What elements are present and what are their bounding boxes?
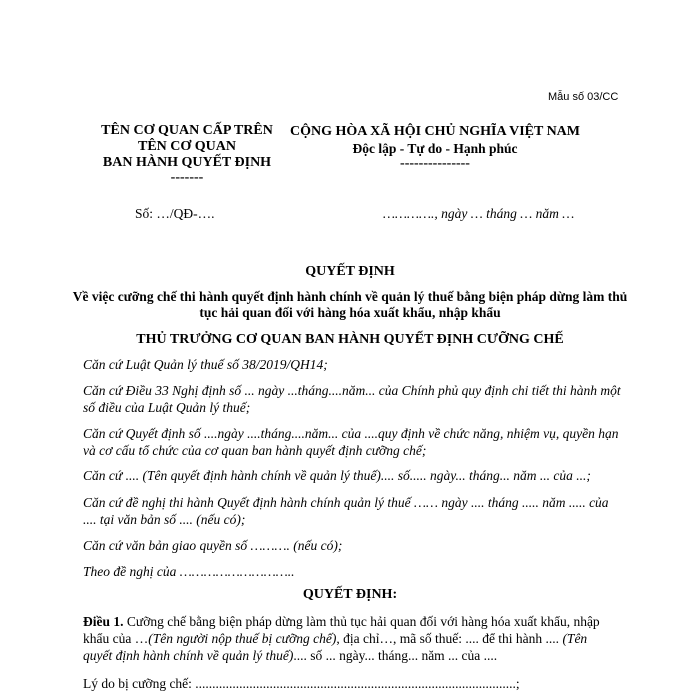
legal-basis-item: Căn cứ văn bản giao quyền số ………. (nếu có); bbox=[83, 538, 343, 553]
form-code: Mẫu số 03/CC bbox=[548, 91, 619, 103]
national-motto: Độc lập - Tự do - Hạnh phúc bbox=[352, 141, 518, 156]
legal-basis-item: Căn cứ Điều 33 Nghị định số ... ngày ...tháng....năm... của Chính phủ quy định chi tiết thi hành một số điều của Luật Quản lý thuế; bbox=[83, 383, 621, 415]
header-left-divider: ------- bbox=[170, 170, 204, 185]
legal-basis-item: Theo đề nghị của ……………………….. bbox=[83, 564, 295, 579]
decision-heading: QUYẾT ĐỊNH: bbox=[302, 587, 398, 602]
article-1-text: Cưỡng chế bằng biện pháp dừng làm thủ tục hải quan đối với hàng hóa xuất khẩu, nhập khẩu của … bbox=[83, 614, 600, 646]
agency-name: TÊN CƠ QUAN bbox=[137, 139, 236, 154]
legal-basis-item: Căn cứ đề nghị thi hành Quyết định hành chính quản lý thuế …… ngày .... tháng ..... năm ..... của .... tại văn bản số .... (nếu có); bbox=[83, 495, 609, 527]
national-header bbox=[270, 123, 600, 171]
legal-basis-item: Căn cứ Quyết định số ....ngày ....tháng....năm... của ....quy định về chức năng, nhiệm vụ, quyền hạn và cơ cấu tổ chức của cơ quan ban hành quyết định cưỡng chế; bbox=[83, 426, 619, 458]
article-1-text: , địa chỉ…, mã số thuế: .... để thi hành .... bbox=[336, 631, 563, 646]
article-1-decision-placeholder: (Tên quyết định hành chính về quản lý thuế) bbox=[83, 631, 588, 663]
national-title: CỘNG HÒA XÃ HỘI CHỦ NGHĨA VIỆT NAM bbox=[289, 124, 580, 139]
legal-basis-item: Căn cứ .... (Tên quyết định hành chính về quản lý thuế).... số..... ngày... tháng... năm ... của ...; bbox=[83, 468, 591, 483]
document-date: …………., ngày … tháng … năm … bbox=[383, 206, 575, 221]
article-1 bbox=[83, 613, 618, 664]
superior-agency-name: TÊN CƠ QUAN CẤP TRÊN bbox=[101, 123, 273, 138]
document-subject: Về việc cưỡng chế thi hành quyết định hành chính về quản lý thuế bằng biện pháp dừng làm thủ tục hải quan đối với hàng hóa xuất khẩu, nhập khẩu bbox=[72, 289, 628, 320]
document-title: QUYẾT ĐỊNH bbox=[305, 264, 395, 279]
document-number: Số: …/QĐ-…. bbox=[135, 206, 215, 221]
header-right-divider: --------------- bbox=[400, 156, 470, 171]
article-1-text: .... số ... ngày... tháng... năm ... của .... bbox=[293, 648, 498, 663]
enforcement-reason: Lý do bị cưỡng chế: ...............................................................................................; bbox=[83, 676, 520, 691]
authority-heading: THỦ TRƯỞNG CƠ QUAN BAN HÀNH QUYẾT ĐỊNH CƯỠNG CHẾ bbox=[136, 332, 564, 347]
article-1-taxpayer-placeholder: (Tên người nộp thuế bị cưỡng chế) bbox=[148, 631, 337, 646]
legal-basis-item: Căn cứ Luật Quản lý thuế số 38/2019/QH14; bbox=[83, 357, 328, 372]
issuing-agency-name: BAN HÀNH QUYẾT ĐỊNH bbox=[102, 155, 272, 170]
article-1-label: Điều 1. bbox=[83, 614, 124, 629]
